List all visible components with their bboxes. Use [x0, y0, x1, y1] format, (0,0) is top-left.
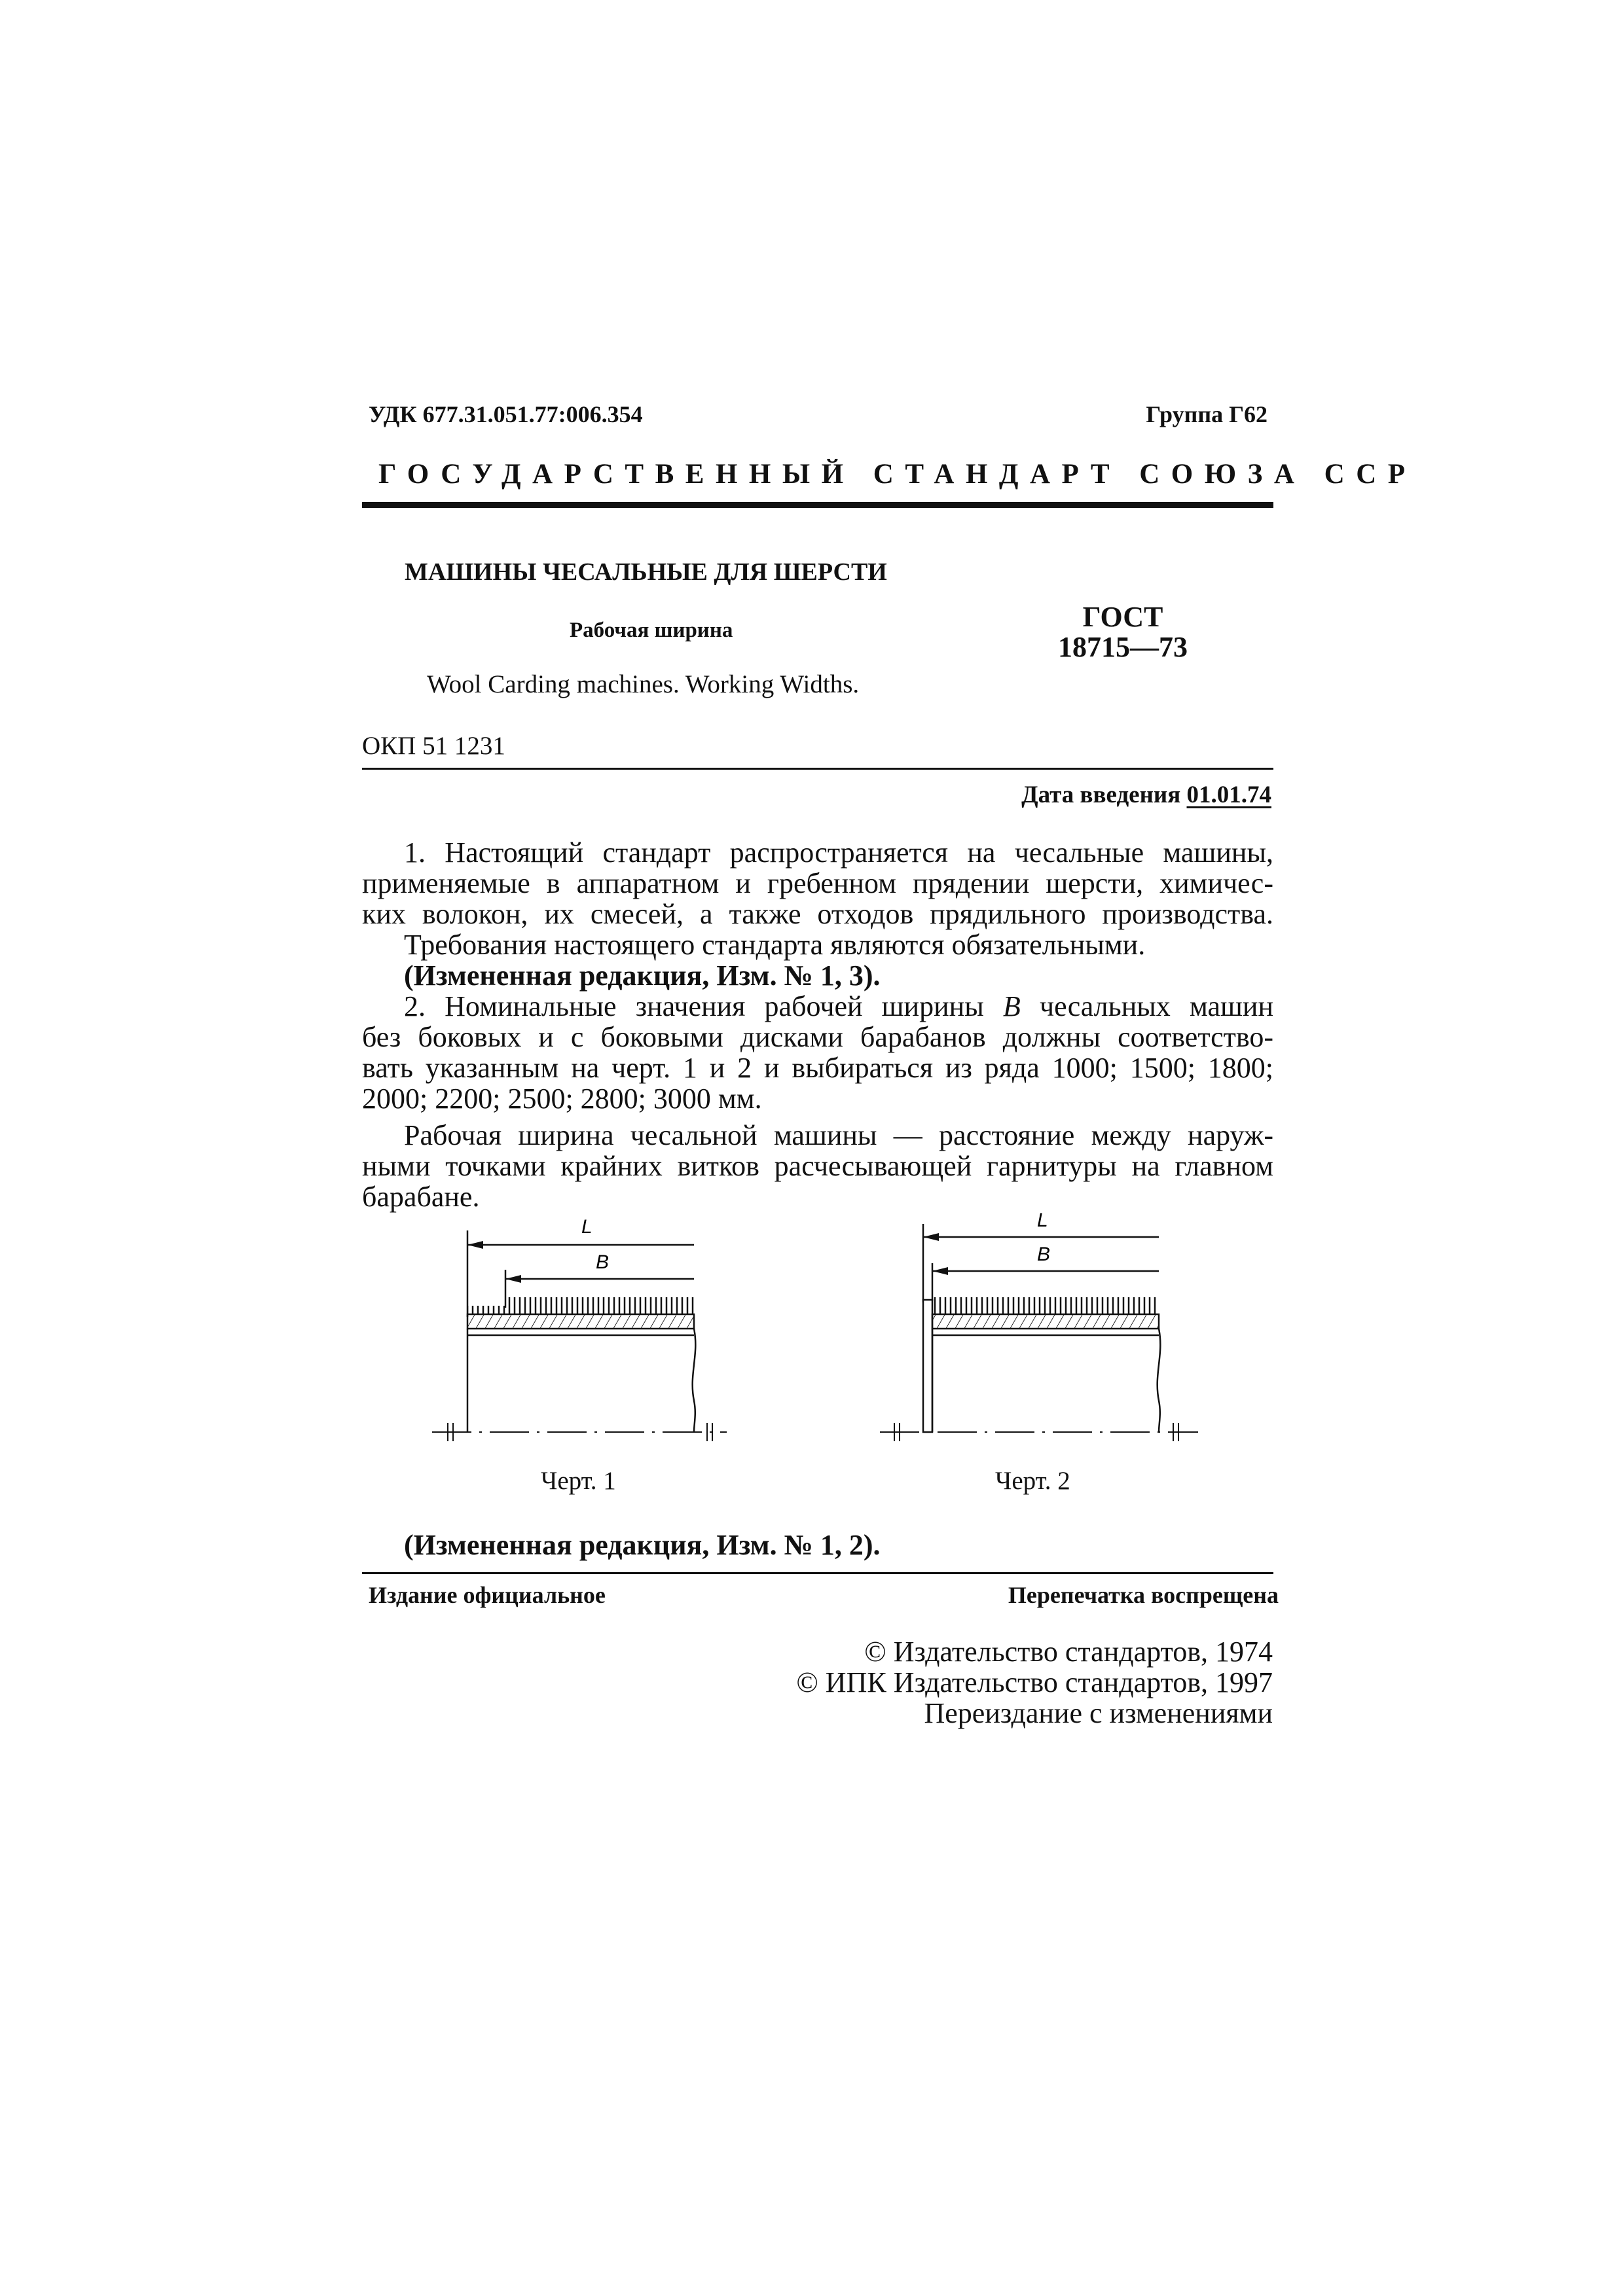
label-B: B	[596, 1251, 610, 1273]
drum-shell	[467, 1314, 694, 1329]
paragraph-3-line-2: без боковых и с боковыми дисками барабанов должны соответство-	[362, 1021, 1273, 1053]
figure-1	[419, 1204, 733, 1453]
figure-1-drawing	[419, 1204, 733, 1453]
paragraph-1	[362, 837, 1273, 991]
paragraph-4	[362, 1120, 1273, 1212]
intro-date-label: Дата введения	[1021, 781, 1181, 808]
gost-label: ГОСТ	[1082, 601, 1163, 633]
paragraph-1-line-3: ких волокон, их смесей, а также отходов прядильного производства.	[362, 898, 1273, 930]
copyright-1974: © Издательство стандартов, 1974	[864, 1636, 1273, 1668]
paragraph-2: Требования настоящего стандарта являются обязательными.	[404, 929, 1146, 961]
figure-2-caption: Черт. 2	[995, 1467, 1070, 1495]
gost-designation	[1038, 602, 1208, 662]
paragraph-4-line-1: Рабочая ширина чесальной машины — расстояние между наруж-	[404, 1119, 1273, 1151]
state-standard-banner: ГОСУДАРСТВЕННЫЙ СТАНДАРТ СОЮЗА ССР	[378, 459, 1417, 490]
group-code: Группа Г62	[1146, 401, 1267, 427]
label-L: L	[1037, 1210, 1048, 1231]
paragraph-3	[362, 991, 1273, 1114]
copyright-1997: © ИПК Издательство стандартов, 1997	[796, 1666, 1273, 1698]
paragraph-3-line-1	[362, 991, 1273, 1022]
label-L: L	[581, 1216, 593, 1238]
drum-break-line	[693, 1329, 696, 1432]
amendment-note-1: (Измененная редакция, Изм. № 1, 3).	[404, 960, 881, 992]
paragraph-4-line-2: ными точками крайних витков расчесывающей гарнитуры на главном	[362, 1150, 1273, 1182]
banner-rule	[362, 502, 1273, 508]
label-B: B	[1037, 1244, 1051, 1265]
reissue-note: Переиздание с изменениями	[924, 1697, 1273, 1729]
amendment-note-2: (Измененная редакция, Изм. № 1, 2).	[404, 1529, 881, 1561]
footer-rule	[362, 1572, 1273, 1574]
arrowhead-L	[923, 1233, 939, 1241]
okp-code: ОКП 51 1231	[362, 732, 505, 760]
paragraph-3-line-4: 2000; 2200; 2500; 2800; 3000 мм.	[362, 1083, 762, 1115]
paragraph-3-lead-tail: чесальных машин	[1039, 990, 1273, 1022]
drum-break-line	[1158, 1329, 1161, 1432]
paragraph-1-line-2: применяемые в аппаратном и гребенном прядении шерсти, химичес-	[362, 867, 1273, 899]
document-subtitle: Рабочая ширина	[570, 619, 733, 642]
drum-shell	[932, 1314, 1159, 1329]
english-title: Wool Carding machines. Working Widths.	[427, 670, 860, 698]
width-symbol: B	[1002, 990, 1021, 1022]
paragraph-1-line-1: 1. Настоящий стандарт распространяется на чесальные машины,	[404, 836, 1273, 869]
figure-2	[871, 1204, 1211, 1453]
card-clothing-teeth	[505, 1297, 694, 1314]
figure-2-drawing	[871, 1204, 1211, 1453]
reprint-prohibited: Перепечатка воспрещена	[1008, 1582, 1279, 1608]
intro-date	[1021, 781, 1271, 809]
arrowhead-B	[932, 1267, 948, 1275]
side-clothing	[467, 1306, 505, 1314]
arrowhead-L	[467, 1241, 483, 1249]
udk-code: УДК 677.31.051.77:006.354	[369, 401, 643, 427]
paragraph-4-line-3: барабане.	[362, 1181, 480, 1213]
figure-1-caption: Черт. 1	[541, 1467, 616, 1495]
gost-number: 18715—73	[1058, 631, 1188, 663]
document-title: МАШИНЫ ЧЕСАЛЬНЫЕ ДЛЯ ШЕРСТИ	[405, 558, 887, 586]
title-rule	[362, 768, 1273, 770]
official-edition: Издание официальное	[369, 1582, 606, 1608]
copyright-block	[618, 1636, 1273, 1729]
arrowhead-B	[505, 1275, 521, 1283]
paragraph-3-lead: 2. Номинальные значения рабочей ширины	[404, 990, 984, 1022]
card-clothing-teeth	[932, 1297, 1159, 1314]
paragraph-3-line-3: вать указанным на черт. 1 и 2 и выбираться из ряда 1000; 1500; 1800;	[362, 1052, 1273, 1084]
side-disc	[923, 1300, 932, 1432]
intro-date-value: 01.01.74	[1186, 781, 1271, 808]
